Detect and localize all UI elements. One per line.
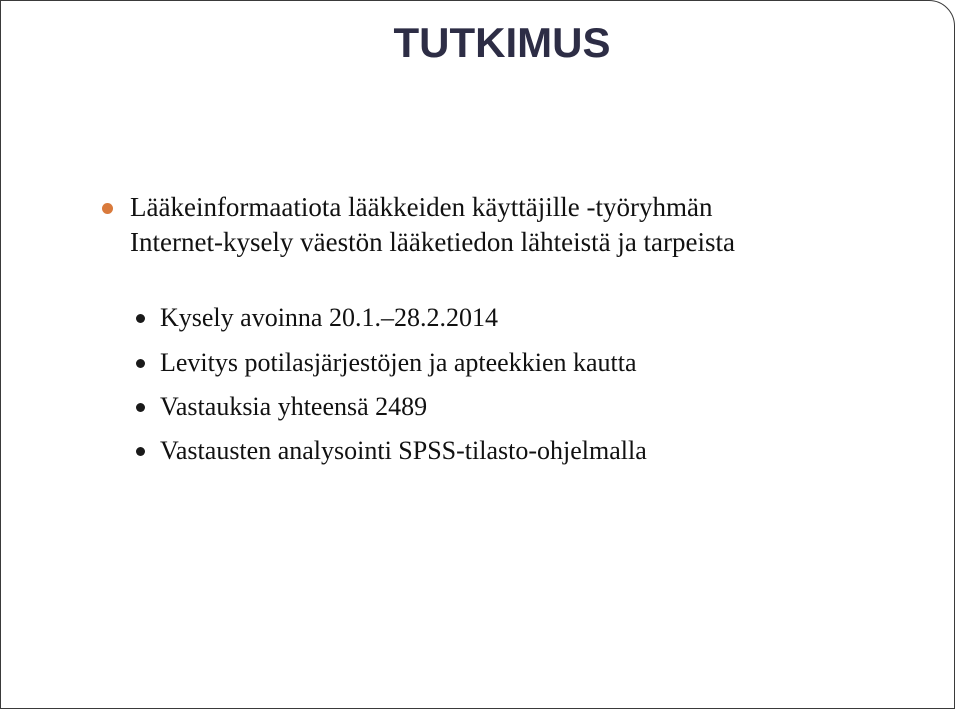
subbullet-responses bbox=[160, 392, 940, 422]
subbullet-dot-icon bbox=[136, 403, 145, 412]
bullet-main-line-2: Internet-kysely väestön lääketiedon lähteistä ja tarpeista bbox=[130, 227, 736, 257]
subbullet-dot-icon bbox=[136, 314, 145, 323]
subbullet-text: Vastauksia yhteensä 2489 bbox=[160, 392, 428, 421]
subbullet-dot-icon bbox=[136, 359, 145, 368]
subbullet-analysis bbox=[160, 436, 940, 466]
subbullet-dot-icon bbox=[136, 447, 145, 456]
bullet-main bbox=[130, 190, 930, 260]
subbullet-text: Kysely avoinna 20.1.–28.2.2014 bbox=[160, 303, 498, 332]
subbullet-survey-open bbox=[160, 303, 940, 333]
slide-title: TUTKIMUS bbox=[393, 19, 611, 66]
subbullet-text: Levitys potilasjärjestöjen ja apteekkien kautta bbox=[160, 348, 637, 377]
bullet-dot-icon bbox=[102, 203, 113, 214]
bullet-main-line-1: Lääkeinformaatiota lääkkeiden käyttäjille -työryhmän bbox=[130, 192, 713, 222]
subbullet-text: Vastausten analysointi SPSS-tilasto-ohjelmalla bbox=[160, 436, 647, 465]
subbullet-distribution bbox=[160, 348, 940, 378]
